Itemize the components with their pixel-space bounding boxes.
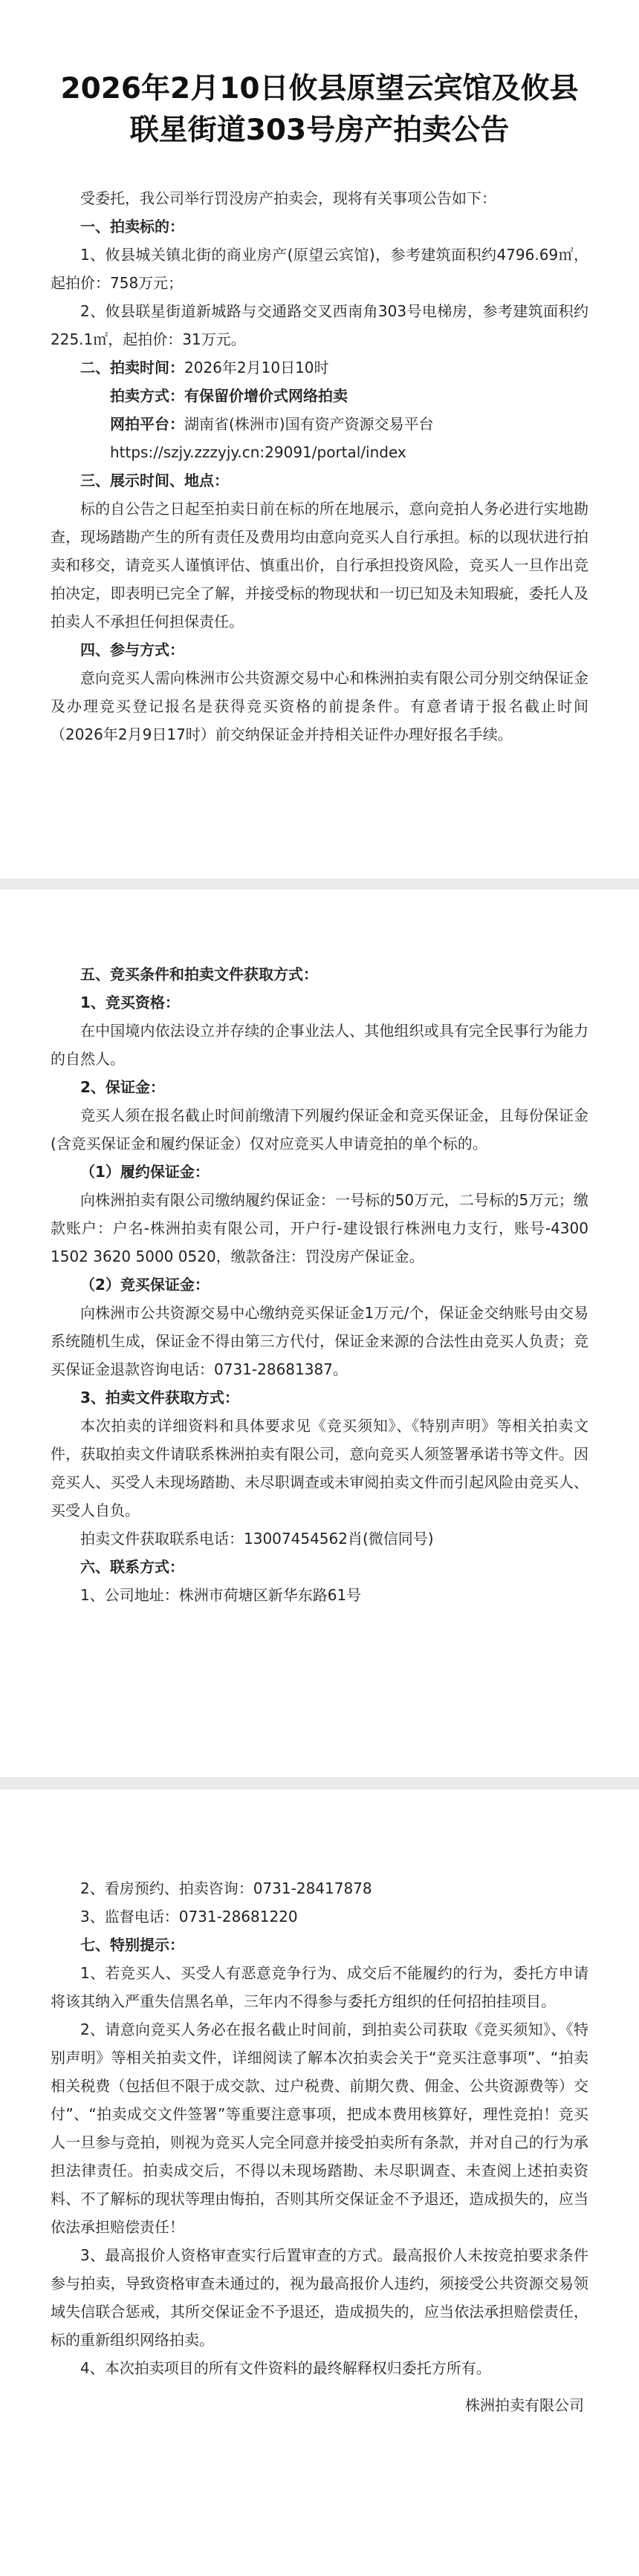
deposit-heading: 2、保证金：: [80, 1078, 165, 1096]
notice-page-1: [0, 0, 639, 878]
supervision-phone: 3、监督电话：0731-28681220: [80, 1908, 298, 1926]
documents-body: 本次拍卖的详细资料和具体要求见《竞买须知》、《特别声明》等相关拍卖文件，获取拍卖文件请联系株洲拍卖有限公司，意向竞买人须签署承诺书等文件。因竞买人、买受人未现场踏勘、未尽职调查或未审阅拍卖文件而引起风险由竞买人、买受人自负。: [51, 1417, 588, 1519]
qualification-body: 在中国境内依法设立并存续的企事业法人、其他组织或具有完全民事行为能力的自然人。: [51, 1022, 588, 1068]
platform-label: 网拍平台：: [110, 415, 184, 433]
section-4-heading: 四、参与方式：: [80, 641, 184, 659]
platform-url: https://szjy.zzzyjy.cn:29091/portal/index: [110, 443, 406, 461]
intro-paragraph: 受委托，我公司举行罚没房产拍卖会，现将有关事项公告如下：: [80, 189, 496, 207]
deposit-body: 竞买人须在报名截止时间前缴清下列履约保证金和竞买保证金，且每份保证金(含竞买保证金和履约保证金）仅对应竞买人申请竞拍的单个标的。: [51, 1106, 588, 1152]
performance-deposit-heading: （1）履约保证金：: [80, 1163, 210, 1181]
lot-1: 1、攸县城关镇北街的商业房产(原望云宾馆)，参考建筑面积约4796.69㎡，起拍价：758万元；: [51, 246, 588, 292]
tip-4: 4、本次拍卖项目的所有文件资料的最终解释权归委托方所有。: [80, 2359, 491, 2377]
documents-heading: 3、拍卖文件获取方式：: [80, 1389, 239, 1406]
lot-2: 2、攸县联星街道新城路与交通路交叉西南角303号电梯房，参考建筑面积约225.1㎡，起拍价：31万元。: [51, 302, 588, 348]
platform-row: [51, 410, 588, 438]
section-2-label: 二、拍卖时间：: [80, 359, 184, 376]
qualification-heading: 1、竞买资格：: [80, 994, 180, 1011]
auction-method-row: [51, 382, 588, 410]
tip-1: 1、若竞买人、买受人有恶意竞争行为、成交后不能履约的行为，委托方申请将该其纳入严重失信黑名单，三年内不得参与委托方组织的任何招拍挂项目。: [51, 1964, 588, 2010]
platform-value: 湖南省(株洲市)国有资产资源交易平台: [184, 415, 434, 433]
bidding-deposit-body: 向株洲市公共资源交易中心缴纳竞买保证金1万元/个，保证金交纳账号由交易系统随机生成，保证金不得由第三方代付，保证金来源的合法性由竞买人负责；竞买保证金退款咨询电话：0731-28681387。: [51, 1304, 588, 1378]
section-1-heading: 一、拍卖标的：: [80, 218, 184, 235]
section-5-heading: 五、竞买条件和拍卖文件获取方式：: [80, 965, 318, 983]
notice-page-2: [0, 890, 639, 1777]
tip-3: 3、最高报价人资格审查实行后置审查的方式。最高报价人未按竞拍要求条件参与拍卖，导致资格审查未通过的，视为最高报价人违约，须接受公共资源交易领域失信联合惩戒，其所交保证金不予退还，造成损失的，应当依法承担赔偿责任，标的重新组织网络拍卖。: [51, 2246, 588, 2349]
notice-page-3: [0, 1790, 639, 2576]
auction-method-value: 有保留价增价式网络拍卖: [184, 387, 348, 405]
auction-time-value: 2026年2月10日10时: [184, 359, 329, 376]
section-4-body: 意向竞买人需向株洲市公共资源交易中心和株洲拍卖有限公司分别交纳保证金及办理竞买登记报名是获得竞买资格的前提条件。有意者请于报名截止时间（2026年2月9日17时）前交纳保证金并持相关证件办理好报名手续。: [51, 669, 588, 743]
section-7-heading: 七、特别提示：: [80, 1936, 184, 1954]
company-address: 1、公司地址：株洲市荷塘区新华东路61号: [80, 1586, 362, 1604]
viewing-contact: 2、看房预约、拍卖咨询：0731-28417878: [80, 1879, 372, 1897]
tip-2: 2、请意向竞买人务必在报名截止时间前，到拍卖公司获取《竞买须知》、《特别声明》等相关拍卖文件，详细阅读了解本次拍卖会关于“竞买注意事项”、“拍卖相关税费（包括但不限于成交款、过户税费、前期欠费、佣金、公共资源费等）交付”、“拍卖成交文件签署”等重要注意事项，把成本费用核算好，理性竞拍！竞买人一旦参与竞拍，则视为竞买人完全同意并接受拍卖所有条款，并对自己的行为承担法律责任。拍卖成交后，不得以未现场踏勘、未尽职调查、未查阅上述拍卖资料、不了解标的现状等理由悔拍，否则其所交保证金不予退还，造成损失的，应当依法承担赔偿责任！: [51, 2021, 588, 2236]
auction-method-label: 拍卖方式：: [110, 387, 184, 405]
bidding-deposit-heading: （2）竞买保证金：: [80, 1276, 210, 1294]
documents-contact: 拍卖文件获取联系电话：13007454562肖(微信同号): [80, 1530, 434, 1548]
company-signature: 株洲拍卖有限公司: [465, 2396, 584, 2414]
section-3-body: 标的自公告之日起至拍卖日前在标的所在地展示，意向竞拍人务必进行实地勘查，现场踏勘产生的所有责任及费用均由意向竞买人自行承担。标的以现状进行拍卖和移交，请竞买人谨慎评估、慎重出价，自行承担投资风险，竞买人一旦作出竞拍决定，即表明已完全了解，并接受标的物现状和一切已知及未知瑕疵，委托人及拍卖人不承担任何担保责任。: [51, 500, 588, 630]
section-6-heading: 六、联系方式：: [80, 1558, 184, 1576]
auction-time-row: [51, 353, 588, 382]
performance-deposit-body: 向株洲拍卖有限公司缴纳履约保证金：一号标的50万元，二号标的5万元；缴款账户：户名-株洲拍卖有限公司，开户行-建设银行株洲电力支行，账号-4300 1502 3620 5000 0520，缴款备注：罚没房产保证金。: [51, 1191, 588, 1265]
section-3-heading: 三、展示时间、地点：: [80, 472, 229, 489]
notice-title: 2026年2月10日攸县原望云宾馆及攸县联星街道303号房产拍卖公告: [60, 72, 579, 147]
